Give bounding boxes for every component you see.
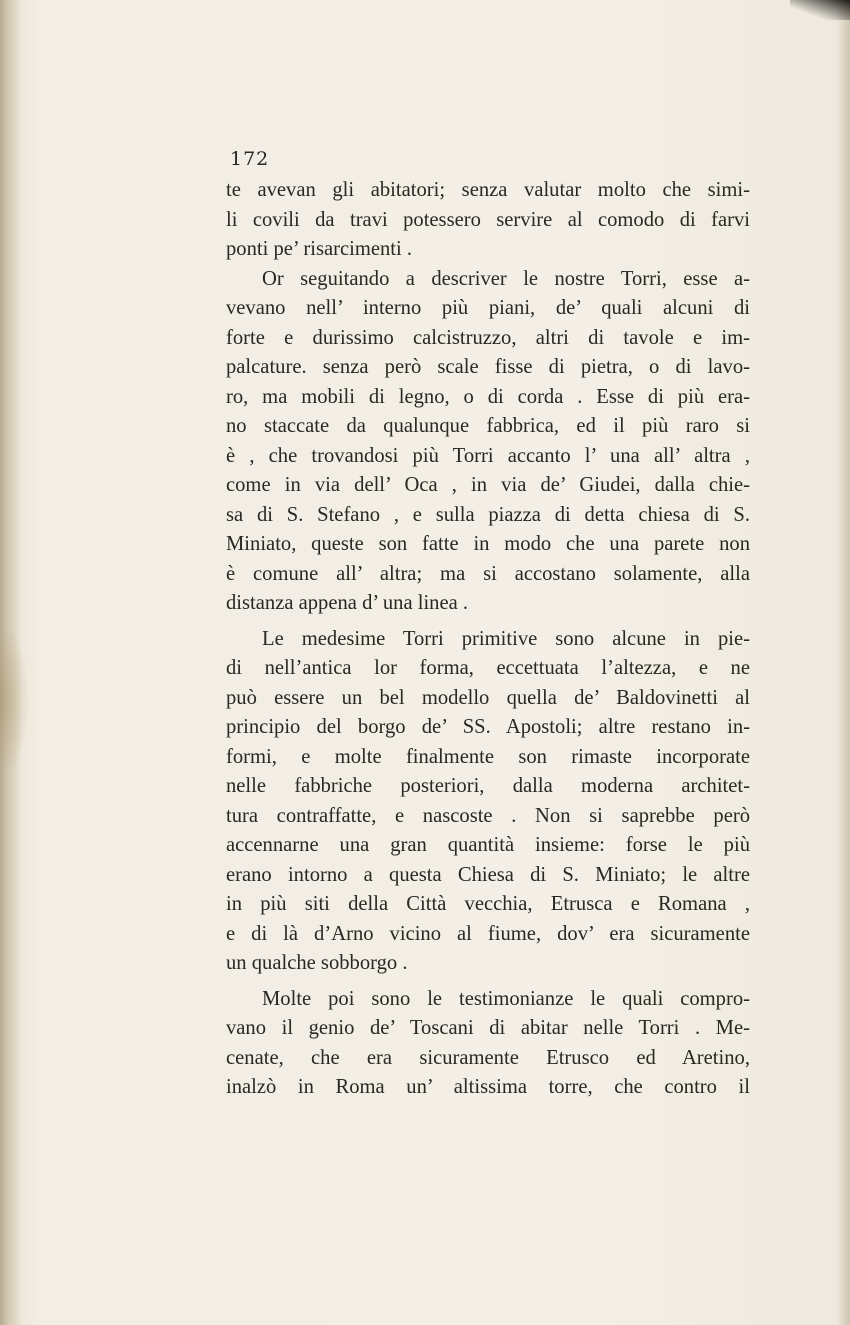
text-line: e di là d’Arno vicino al fiume, dov’ era sicuramente — [226, 922, 750, 945]
text-line: vevano nell’ interno più piani, de’ quali alcuni di — [226, 297, 750, 319]
text-line: cenate, che era sicuramente Etrusco ed Aretino, — [226, 1046, 750, 1069]
text-line: te avevan gli abitatori; senza valutar molto che simi- — [226, 179, 750, 201]
paragraph — [226, 265, 750, 619]
corner-shadow — [790, 0, 850, 20]
paper-stain — [0, 620, 30, 780]
text-line: tura contraffatte, e nascoste . Non si saprebbe però — [226, 804, 750, 827]
text-line: principio del borgo de’ SS. Apostoli; altre restano in- — [226, 716, 750, 738]
text-line: vano il genio de’ Toscani di abitar nelle Torri . Me- — [226, 1017, 750, 1039]
text-line: no staccate da qualunque fabbrica, ed il più raro si — [226, 415, 750, 437]
text-line: formi, e molte finalmente son rimaste incorporate — [226, 745, 750, 768]
text-line: in più siti della Città vecchia, Etrusca e Romana , — [226, 893, 750, 915]
text-line: accennarne una gran quantità insieme: forse le più — [226, 834, 750, 856]
text-line: palcature. senza però scale fisse di pietra, o di lavo- — [226, 356, 750, 378]
text-line: ponti pe’ risarcimenti . — [226, 238, 413, 260]
page-right-edge — [836, 0, 850, 1325]
text-line: forte e durissimo calcistruzzo, altri di tavole e im- — [226, 326, 750, 349]
text-line: può essere un bel modello quella de’ Baldovinetti al — [226, 686, 750, 709]
body-text — [226, 176, 750, 1103]
text-line: nelle fabbriche posteriori, dalla moderna architet- — [226, 775, 750, 797]
text-line: è , che trovandosi più Torri accanto l’ una all’ altra , — [226, 444, 750, 467]
text-line: è comune all’ altra; ma si accostano solamente, alla — [226, 562, 750, 585]
text-line: Le medesime Torri primitive sono alcune in pie- — [262, 627, 750, 650]
text-line: come in via dell’ Oca , in via de’ Giudei, dalla chie- — [226, 474, 750, 496]
paragraph — [226, 985, 750, 1103]
page-number: 172 — [230, 148, 270, 170]
text-line: Or seguitando a descriver le nostre Torri, esse a- — [262, 267, 750, 290]
paragraph — [226, 176, 750, 265]
text-line: ro, ma mobili di legno, o di corda . Esse di più era- — [226, 385, 750, 408]
text-line: Miniato, queste son fatte in modo che una parete non — [226, 533, 750, 555]
text-line: un qualche sobborgo . — [226, 952, 408, 974]
text-line: erano intorno a questa Chiesa di S. Miniato; le altre — [226, 863, 750, 886]
text-line: distanza appena d’ una linea . — [226, 592, 469, 614]
text-line: Molte poi sono le testimonianze le quali compro- — [262, 987, 750, 1010]
text-line: li covili da travi potessero servire al comodo di farvi — [226, 208, 750, 231]
text-line: sa di S. Stefano , e sulla piazza di detta chiesa di S. — [226, 503, 750, 526]
paragraph — [226, 625, 750, 979]
text-line: di nell’antica lor forma, eccettuata l’altezza, e ne — [226, 657, 750, 679]
text-line: inalzò in Roma un’ altissima torre, che contro il — [226, 1076, 750, 1098]
